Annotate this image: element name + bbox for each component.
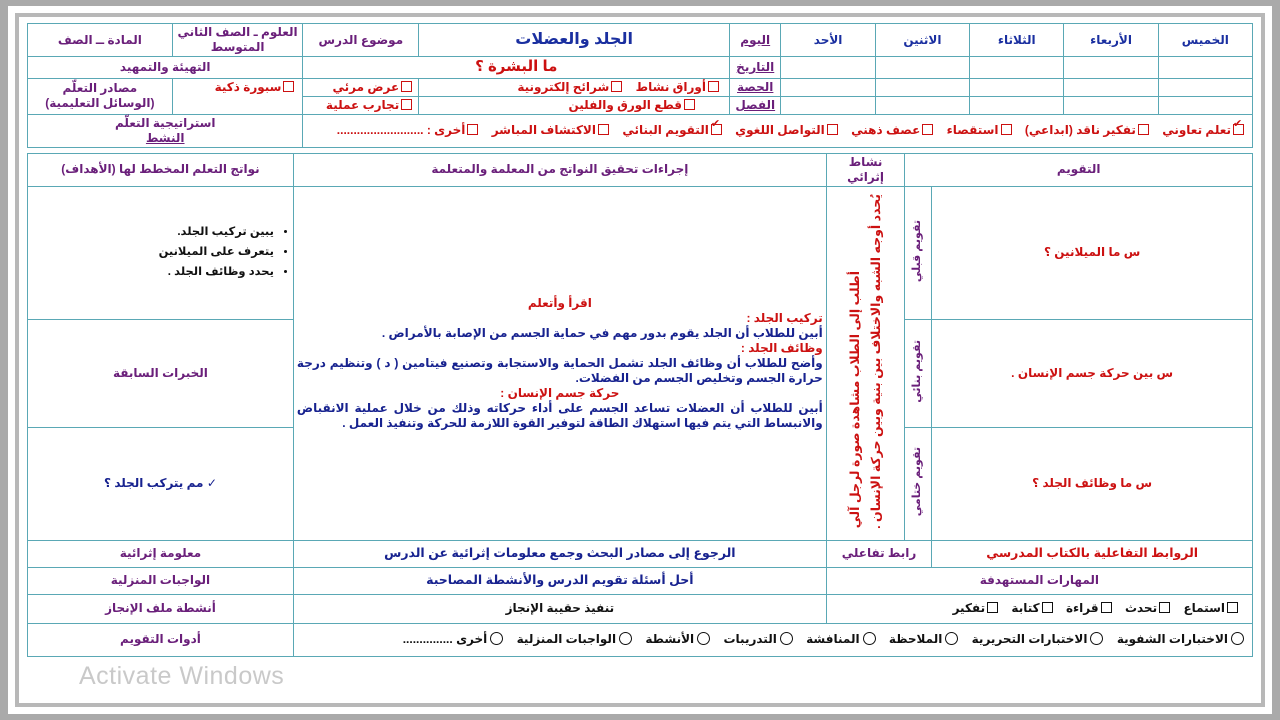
checkbox-checked-icon[interactable] [711,124,722,135]
period-label: الحصة [730,78,781,96]
warmup-value: ما البشرة ؟ [303,57,730,79]
date-label: التاريخ [730,57,781,79]
checkbox-icon[interactable] [598,124,609,135]
day-monday: الاثنين [875,24,969,57]
day-tuesday: الثلاثاء [970,24,1064,57]
checkbox-icon[interactable] [922,124,933,135]
check-mark-icon: ✓ [206,476,217,491]
radio-icon[interactable] [619,632,632,645]
checkbox-icon[interactable] [401,81,412,92]
date-cell-tuesday[interactable] [970,57,1064,79]
checkbox-icon[interactable] [827,124,838,135]
checkbox-icon[interactable] [1001,124,1012,135]
enrichment-activity-cell [826,186,905,540]
radio-icon[interactable] [490,632,503,645]
class-cell-sunday[interactable] [781,96,875,114]
lesson-body-table [27,153,1253,657]
table-row-homework [28,567,1253,594]
checkbox-icon[interactable] [1042,602,1053,613]
radio-icon[interactable] [697,632,710,645]
enrichment-activity-text-2: أطلب إلى الطلاب مشاهدة صورة لرجل آلي [847,271,862,529]
page-frame-inner [19,17,1261,703]
table-row-warmup [28,57,1253,79]
header-assessment: التقويم [905,153,1253,186]
resource-option-slides[interactable]: شرائح إلكترونية [517,80,622,95]
day-label: اليوم [730,24,781,57]
assessment-tools-label: أدوات التقويم [28,623,294,656]
class-label: الفصل [730,96,781,114]
prior-knowledge-label: الخبرات السابقة [28,319,294,427]
checkbox-icon[interactable] [684,99,695,110]
header-enrichment: نشاط إثرائي [826,153,905,186]
assessment-type-3: تقويم ختامي [905,427,932,540]
strategy-option-discovery[interactable]: الاكتشاف المباشر [492,123,609,138]
header-procedures: إجراءات تحقيق النواتج من المعلمة والمتعلمة [293,153,826,186]
strategy-option-inquiry[interactable]: استقصاء [947,123,1012,138]
strategy-options [303,114,1253,147]
strategy-label: استراتيجية التعلّم النشط [28,114,303,147]
skill-option-speaking[interactable]: تحدث [1125,601,1170,616]
class-cell-tuesday[interactable] [970,96,1064,114]
checkbox-icon[interactable] [1138,124,1149,135]
strategy-option-brainstorm[interactable]: عصف ذهني [851,123,933,138]
table-row-assessment-tools [28,623,1253,656]
lesson-header-table [27,23,1253,148]
list-item: • يتعرف على الميلانين [31,243,274,263]
assessment-question-1: س ما الميلانين ؟ [932,186,1253,319]
checkbox-icon[interactable] [1227,602,1238,613]
tool-option-oral-tests[interactable]: الاختبارات الشفوية [1117,632,1244,647]
tool-option-exercises[interactable]: التدريبات [723,632,792,647]
day-wednesday: الأربعاء [1064,24,1158,57]
procedures-title-2: وظائف الجلد : [740,340,823,355]
subject-value: العلوم ـ الصف الثاني المتوسط [172,24,303,57]
class-cell-monday[interactable] [875,96,969,114]
procedures-title-1: تركيب الجلد : [746,310,823,325]
strategy-option-communication[interactable]: التواصل اللغوي [735,123,838,138]
resources-label: مصادر التعلّم (الوسائل التعليمية) [28,78,173,114]
list-item: • يبين تركيب الجلد. [31,223,274,243]
resource-option-video[interactable]: عرض مرئي [333,80,413,95]
procedures-body-3: أبين للطلاب أن العضلات تساعد الجسم على أداء حركاته وذلك من خلال عملية الانقباض والانبساط التي يتم فيها استهلاك الطاقة لتوفير القوة اللازمة للحركة وتنفيذ العمل . [296,400,823,430]
tool-option-homework[interactable]: الواجبات المنزلية [517,632,632,647]
period-cell-tuesday[interactable] [970,78,1064,96]
enrichment-info-label: معلومة إثرائية [28,540,294,567]
outcomes-cell [28,186,294,319]
table-row-resources-1 [28,78,1253,96]
strategy-option-critical-thinking[interactable]: تفكير ناقد (ابداعي) [1025,123,1149,138]
portfolio-label: أنشطة ملف الإنجاز [28,594,294,623]
period-cell-wednesday[interactable] [1064,78,1158,96]
radio-icon[interactable] [945,632,958,645]
date-cell-wednesday[interactable] [1064,57,1158,79]
strategy-option-formative[interactable]: ✔التقويم البنائي [622,123,722,138]
resource-options-col-a [419,78,730,96]
radio-icon[interactable] [1090,632,1103,645]
target-skills-label: المهارات المستهدفة [826,567,1252,594]
strategy-option-cooperative[interactable]: ✔تعلم تعاوني [1162,123,1244,138]
period-cell-monday[interactable] [875,78,969,96]
checkbox-icon[interactable] [467,124,478,135]
skill-option-thinking[interactable]: تفكير [953,601,998,616]
assessment-type-2: تقويم بنائي [905,319,932,427]
resource-option-worksheets[interactable]: أوراق نشاط [636,80,719,95]
checkbox-icon[interactable] [611,81,622,92]
table-row-portfolio [28,594,1253,623]
resource-option-experiments[interactable]: تجارب عملية [326,98,412,113]
table-row-body-1 [28,186,1253,319]
period-cell-sunday[interactable] [781,78,875,96]
tool-option-observation[interactable]: الملاحظة [889,632,958,647]
day-sunday: الأحد [781,24,875,57]
resource-option-smartboard[interactable]: سبورة ذكية [215,80,295,95]
list-item: • يحدد وظائف الجلد . [31,263,274,283]
class-cell-thursday[interactable] [1158,96,1252,114]
date-cell-thursday[interactable] [1158,57,1252,79]
target-skills-options [826,594,1252,623]
tool-option-other[interactable]: أخرى ............... [403,632,504,647]
assessment-question-2: س بين حركة جسم الإنسان . [932,319,1253,427]
checkbox-icon[interactable] [401,99,412,110]
skill-option-reading[interactable]: قراءة [1066,601,1112,616]
radio-icon[interactable] [863,632,876,645]
homework-label: الواجبات المنزلية [28,567,294,594]
table-row-body-headers [28,153,1253,186]
resource-options-col-c [172,78,303,114]
resource-option-paper-cork[interactable]: قطع الورق والفلين [568,98,695,113]
assessment-tools-options [293,623,1252,656]
procedures-cell [293,186,826,540]
homework-value: أحل أسئلة تقويم الدرس والأنشطة المصاحبة [293,567,826,594]
page-frame-outer [8,6,1272,714]
checkbox-icon[interactable] [1101,602,1112,613]
enrichment-activity-text-1: يُحدد أوجه الشبه والاختلاف بين بنية وبين حركة الإنسان . [869,193,884,529]
radio-icon[interactable] [780,632,793,645]
outcomes-list [31,223,290,282]
checkbox-icon[interactable] [708,81,719,92]
assessment-question-3: س ما وظائف الجلد ؟ [932,427,1253,540]
checkbox-icon[interactable] [283,81,294,92]
resource-options-col-b [303,78,419,96]
page-frame-middle [15,13,1265,707]
checkbox-checked-icon[interactable] [1233,124,1244,135]
subject-label: المادة ــ الصف [28,24,173,57]
warmup-label: التهيئة والتمهيد [28,57,303,79]
strategy-option-other[interactable]: أخرى : .......................... [337,123,479,138]
day-thursday: الخميس [1158,24,1252,57]
class-cell-wednesday[interactable] [1064,96,1158,114]
header-outcomes: نواتج التعلم المخطط لها (الأهداف) [28,153,294,186]
table-row-strategy [28,114,1253,147]
prior-knowledge-item: مم يتركب الجلد ؟ [104,476,204,491]
procedures-title-3: حركة جسم الإنسان : [500,385,620,400]
interactive-link-label: رابط تفاعلي [826,540,932,567]
period-cell-thursday[interactable] [1158,78,1252,96]
radio-icon[interactable] [1231,632,1244,645]
interactive-link-value: الروابط التفاعلية بالكتاب المدرسي [932,540,1253,567]
prior-knowledge-item-cell [28,427,294,540]
enrichment-info-value: الرجوع إلى مصادر البحث وجمع معلومات إثرائية عن الدرس [293,540,826,567]
portfolio-value: تنفيذ حقيبة الإنجاز [293,594,826,623]
checkbox-icon[interactable] [987,602,998,613]
lesson-topic-label: موضوع الدرس [303,24,419,57]
tool-option-activities[interactable]: الأنشطة [645,632,710,647]
activate-windows-watermark: Activate Windows [79,662,285,690]
resource-options-col-d [419,96,730,114]
assessment-type-1: تقويم قبلي [905,186,932,319]
skill-option-listening[interactable]: استماع [1183,601,1238,616]
table-row-enrichment-info [28,540,1253,567]
table-row-header [28,24,1253,57]
resource-options-col-e [303,96,419,114]
procedures-heading: اقرأ وأتعلم [527,295,592,310]
lesson-topic-value: الجلد والعضلات [419,24,730,57]
tool-option-written-tests[interactable]: الاختبارات التحريرية [972,632,1104,647]
date-cell-sunday[interactable] [781,57,875,79]
skill-option-writing[interactable]: كتابة [1011,601,1052,616]
tool-option-discussion[interactable]: المنافشة [806,632,875,647]
procedures-body-2: وأضح للطلاب أن وظائف الجلد تشمل الحماية والاستجابة وتصنيع فيتامين ( د ) وتنظيم درجة حرارة الجسم وتخليص الجسم من الفضلات. [296,355,823,385]
date-cell-monday[interactable] [875,57,969,79]
procedures-body-1: أبين للطلاب أن الجلد يقوم بدور مهم في حماية الجسم من الإصابة بالأمراض . [381,325,823,340]
checkbox-icon[interactable] [1159,602,1170,613]
